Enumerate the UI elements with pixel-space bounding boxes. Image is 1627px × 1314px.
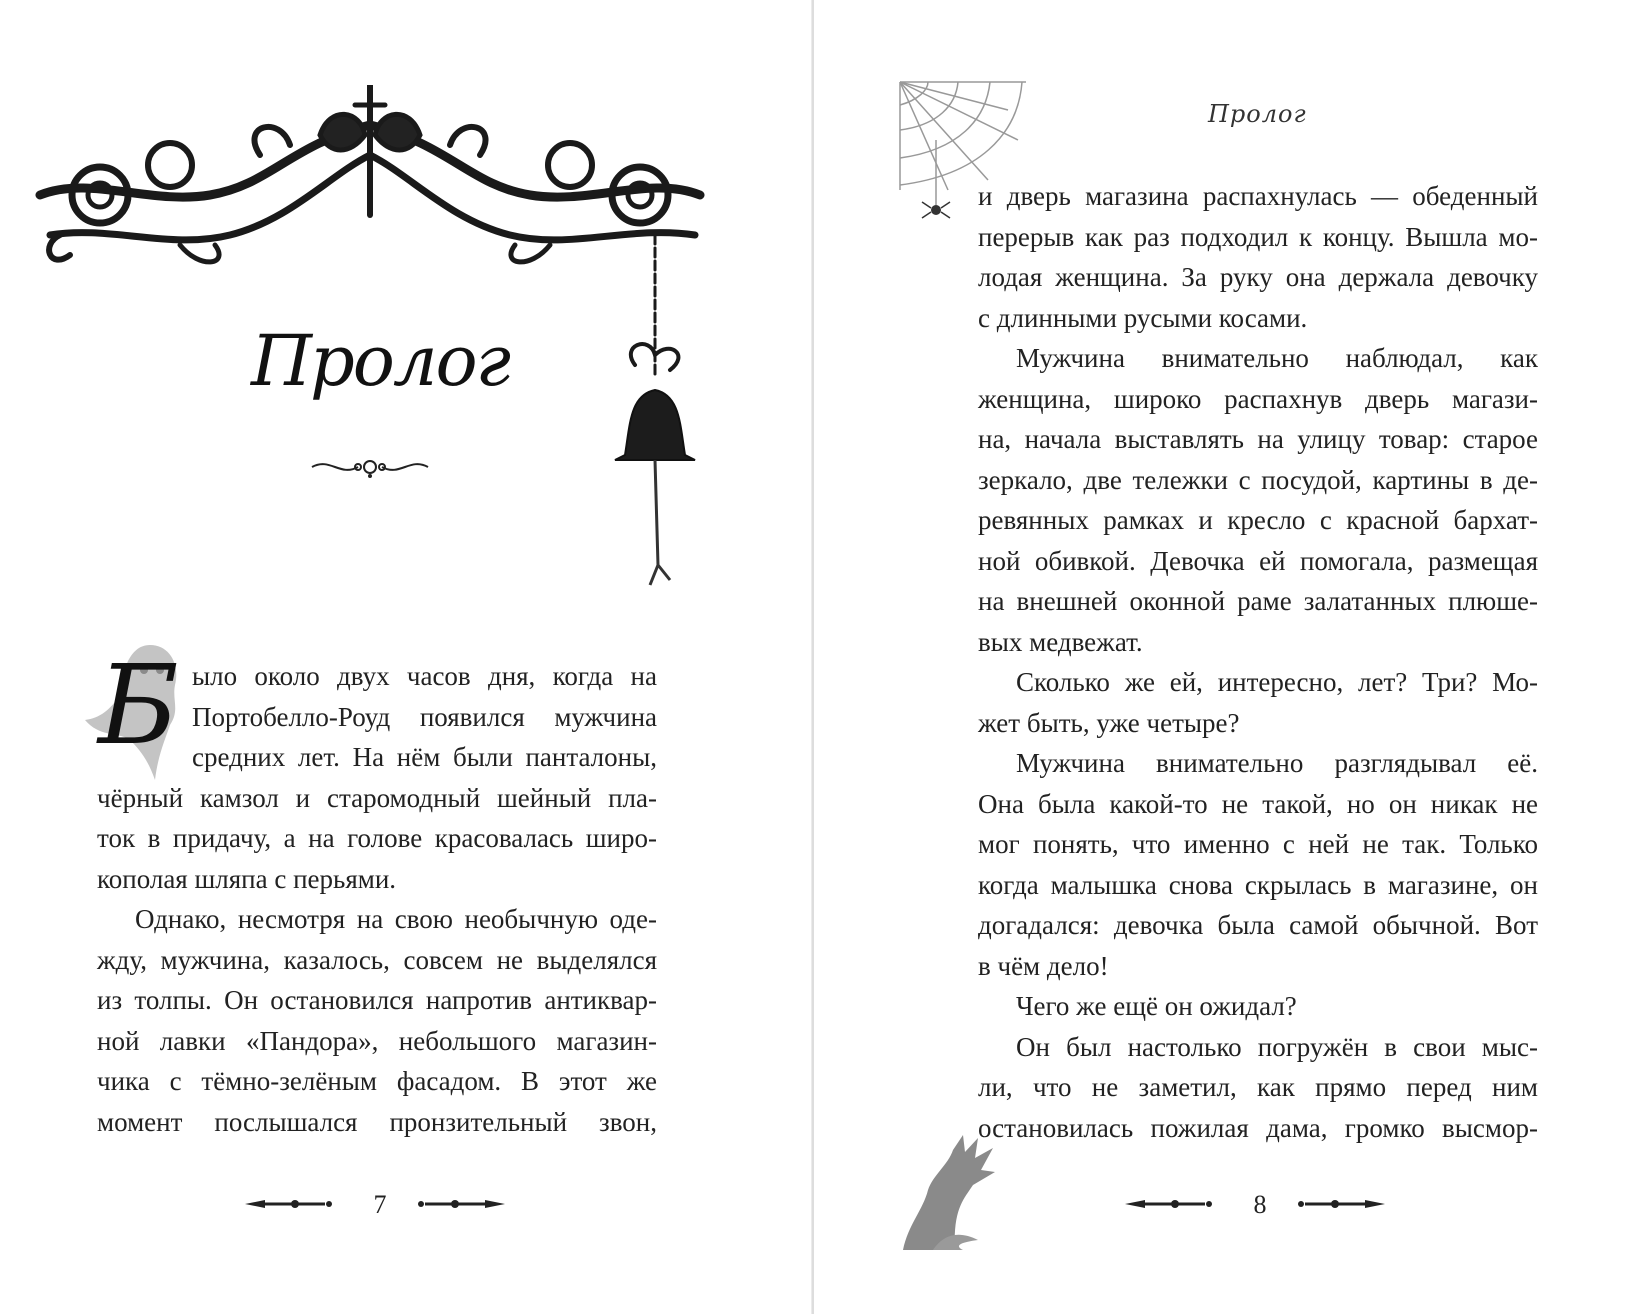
- text-line: зеркало, две тележки с посудой, картины в де-: [978, 464, 1538, 495]
- text-line: кополая шляпа с перьями.: [97, 863, 397, 894]
- text-line: ной обивкой. Девочка ей помогала, размещая: [978, 545, 1538, 576]
- text-line: на внешней оконной раме залатанных плюше-: [978, 586, 1538, 616]
- text-line: Он был настолько погружён в свои мыс-: [1016, 1031, 1538, 1062]
- left-folio: [245, 1190, 515, 1220]
- text-line: жду, мужчина, казалось, совсем не выделялся: [97, 944, 657, 975]
- right-folio: [1125, 1190, 1395, 1220]
- text-line: Сколько же ей, интересно, лет? Три? Мо-: [1016, 667, 1538, 697]
- text-line: мог понять, что именно с ней не так. Только: [978, 829, 1538, 859]
- page-number: 7: [373, 1190, 387, 1219]
- folio-flourish-left-icon: [245, 1196, 335, 1212]
- text-line: догадался: девочка была самой обычной. Вот: [978, 910, 1538, 940]
- text-line: ной лавки «Пандора», небольшого магазин-: [97, 1025, 657, 1056]
- text-line: Она была какой-то не такой, но он никак не: [978, 788, 1538, 819]
- text-line: ток в придачу, а на голове красовалась широ-: [97, 823, 657, 853]
- text-line: перерыв как раз подходил к концу. Вышла мо-: [978, 221, 1538, 252]
- page-number: 8: [1253, 1190, 1267, 1219]
- drop-cap: Б: [98, 641, 179, 769]
- text-line: из толпы. Он остановился напротив антиквар-: [97, 985, 657, 1015]
- text-line: Портобелло-Роуд появился мужчина: [192, 701, 657, 732]
- text-line: вых медвежат.: [978, 626, 1143, 657]
- text-line: Чего же ещё он ожидал?: [1016, 991, 1297, 1021]
- text-line: чика с тёмно-зелёным фасадом. В этот же: [97, 1066, 657, 1096]
- left-page-body: [97, 656, 657, 1142]
- folio-flourish-right-icon: [1295, 1196, 1385, 1212]
- folio-flourish-left-icon: [1125, 1196, 1215, 1212]
- text-line: средних лет. На нём были панталоны,: [192, 742, 657, 772]
- left-page: [0, 0, 812, 1314]
- text-line: Однако, несмотря на свою необычную оде-: [135, 904, 657, 934]
- text-line: ыло около двух часов дня, когда на: [192, 661, 657, 691]
- text-line: когда малышка снова скрылась в магазине, он: [978, 869, 1538, 900]
- text-line: женщина, широко распахнув дверь магази-: [978, 383, 1538, 414]
- text-line: чёрный камзол и старомодный шейный пла-: [97, 782, 657, 813]
- text-line: Мужчина внимательно разглядывал её.: [1016, 748, 1538, 778]
- text-line: момент послышался пронзительный звон,: [97, 1106, 657, 1137]
- text-line: в чём дело!: [978, 950, 1109, 981]
- text-line: ли, что не заметил, как прямо перед ним: [978, 1072, 1538, 1102]
- folio-flourish-right-icon: [415, 1196, 505, 1212]
- text-line: жет быть, уже четыре?: [978, 707, 1240, 738]
- running-head: Пролог: [1208, 100, 1307, 128]
- text-line: с длинными русыми косами.: [978, 302, 1308, 333]
- right-page-body: [978, 176, 1538, 1148]
- zombie-hand-icon: [893, 1130, 1003, 1250]
- text-line: лодая женщина. За руку она держала девочку: [978, 262, 1538, 292]
- text-line: на, начала выставлять на улицу товар: старое: [978, 424, 1538, 454]
- text-line: и дверь магазина распахнулась — обеденный: [978, 181, 1538, 211]
- text-line: остановилась пожилая дама, громко высмор-: [978, 1112, 1538, 1143]
- title-flourish-icon: [310, 455, 430, 479]
- text-line: Мужчина внимательно наблюдал, как: [1016, 343, 1538, 373]
- chapter-title: Пролог: [250, 320, 510, 402]
- text-line: ревянных рамках и кресло с красной бархат-: [978, 505, 1538, 535]
